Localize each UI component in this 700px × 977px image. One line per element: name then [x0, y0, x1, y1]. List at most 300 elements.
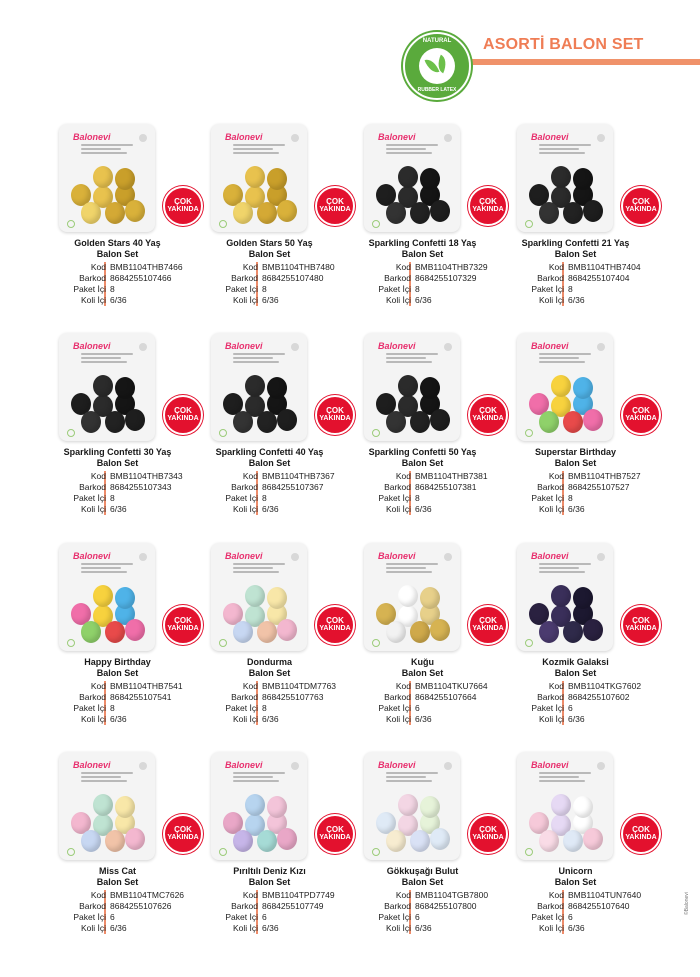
info-row-paket [503, 703, 648, 714]
soon-line-1: ÇOK [174, 825, 192, 834]
balloon-image [398, 375, 418, 397]
kod-label: Kod [395, 262, 411, 272]
brand-logo: Balonevi [73, 551, 111, 561]
product-info [350, 471, 495, 515]
coming-soon-badge [315, 186, 355, 226]
barkod-value: 8684255107664 [415, 692, 477, 702]
balloon-image [267, 377, 287, 399]
product-name: Sparkling Confetti 30 Yaş [63, 447, 172, 457]
product-name: Miss Cat [98, 866, 136, 876]
koli-value: 6/36 [415, 714, 432, 724]
balloon-image [245, 585, 265, 607]
info-row-paket [350, 912, 495, 923]
product-info [350, 890, 495, 934]
soon-line-1: ÇOK [174, 616, 192, 625]
barkod-label: Barkod [231, 482, 258, 492]
balloon-image [410, 621, 430, 643]
balloon-image [430, 200, 450, 222]
eco-icon [525, 429, 533, 437]
package-subtitle [233, 563, 285, 573]
product-card [503, 543, 657, 733]
package-image [211, 124, 307, 232]
product-card [350, 124, 504, 314]
age-icon [444, 553, 452, 561]
balloon-image [115, 377, 135, 399]
info-row-koli [503, 714, 648, 725]
soon-line-1: ÇOK [479, 825, 497, 834]
barkod-value: 8684255107527 [568, 482, 630, 492]
koli-label: Koli İçi [385, 504, 411, 514]
info-row-kod [45, 890, 190, 901]
coming-soon-badge [315, 395, 355, 435]
soon-line-2: YAKINDA [472, 415, 504, 422]
paket-label: Paket İçi [73, 284, 106, 294]
balloon-image [551, 375, 571, 397]
product-title [503, 238, 648, 260]
info-row-paket [503, 912, 648, 923]
balloon-image [93, 166, 113, 188]
product-name: Pırıltılı Deniz Kızı [233, 866, 306, 876]
product-name: Dondurma [247, 657, 292, 667]
info-row-paket [350, 703, 495, 714]
paket-value: 8 [110, 284, 115, 294]
product-title [350, 447, 495, 469]
paket-value: 6 [110, 912, 115, 922]
age-icon [291, 343, 299, 351]
kod-label: Kod [90, 681, 106, 691]
package-image [59, 543, 155, 651]
soon-line-1: ÇOK [479, 406, 497, 415]
info-row-paket [350, 493, 495, 504]
product-type: Balon Set [554, 877, 597, 887]
balloon-image [233, 621, 253, 643]
balloon-image [539, 202, 559, 224]
paket-label: Paket İçi [73, 912, 106, 922]
package-subtitle [81, 144, 133, 154]
soon-line-1: ÇOK [632, 406, 650, 415]
barkod-label: Barkod [231, 901, 258, 911]
product-title [45, 866, 190, 888]
barkod-label: Barkod [384, 901, 411, 911]
coming-soon-badge [315, 605, 355, 645]
product-type: Balon Set [96, 458, 139, 468]
info-row-kod [197, 890, 342, 901]
balloon-image [257, 621, 277, 643]
info-row-koli [350, 504, 495, 515]
soon-line-2: YAKINDA [472, 625, 504, 632]
product-name: Golden Stars 50 Yaş [226, 238, 313, 248]
balloon-image [267, 168, 287, 190]
brand-logo: Balonevi [378, 341, 416, 351]
kod-label: Kod [90, 890, 106, 900]
barkod-label: Barkod [537, 901, 564, 911]
product-card [45, 543, 199, 733]
paket-value: 6 [262, 912, 267, 922]
brand-logo: Balonevi [378, 760, 416, 770]
barkod-value: 8684255107602 [568, 692, 630, 702]
info-row-koli [197, 714, 342, 725]
balloon-image [583, 409, 603, 431]
brand-logo: Balonevi [73, 760, 111, 770]
barkod-value: 8684255107480 [262, 273, 324, 283]
eco-icon [525, 220, 533, 228]
info-row-paket [45, 912, 190, 923]
package-image [59, 124, 155, 232]
info-row-koli [45, 504, 190, 515]
product-name: Sparkling Confetti 50 Yaş [368, 447, 477, 457]
product-name: Happy Birthday [84, 657, 151, 667]
barkod-label: Barkod [537, 482, 564, 492]
koli-value: 6/36 [415, 504, 432, 514]
product-card [503, 752, 657, 942]
info-row-barkod [197, 901, 342, 912]
koli-value: 6/36 [110, 714, 127, 724]
package-image [517, 752, 613, 860]
product-info [45, 471, 190, 515]
soon-line-2: YAKINDA [319, 834, 351, 841]
koli-value: 6/36 [110, 504, 127, 514]
balloon-image [583, 619, 603, 641]
balloon-image [420, 168, 440, 190]
soon-line-1: ÇOK [632, 616, 650, 625]
kod-label: Kod [395, 471, 411, 481]
paket-label: Paket İçi [531, 493, 564, 503]
package-image [211, 333, 307, 441]
info-row-koli [350, 295, 495, 306]
soon-line-1: ÇOK [632, 197, 650, 206]
coming-soon-badge [315, 814, 355, 854]
package-image [517, 124, 613, 232]
package-subtitle [233, 353, 285, 363]
soon-line-2: YAKINDA [472, 206, 504, 213]
info-row-kod [45, 471, 190, 482]
balloon-image [115, 796, 135, 818]
balloon-image [125, 828, 145, 850]
info-row-paket [197, 493, 342, 504]
coming-soon-badge [621, 605, 661, 645]
paket-label: Paket İçi [225, 912, 258, 922]
product-info [197, 890, 342, 934]
package-subtitle [386, 144, 438, 154]
balloon-image [573, 796, 593, 818]
balloon-image [563, 202, 583, 224]
info-row-barkod [45, 692, 190, 703]
product-type: Balon Set [96, 668, 139, 678]
info-row-kod [45, 681, 190, 692]
kod-value: BMB1104THB7367 [262, 471, 335, 481]
brand-logo: Balonevi [225, 132, 263, 142]
barkod-value: 8684255107404 [568, 273, 630, 283]
barkod-label: Barkod [79, 692, 106, 702]
balloon-image [81, 202, 101, 224]
age-icon [597, 553, 605, 561]
product-type: Balon Set [401, 458, 444, 468]
product-info [197, 262, 342, 306]
eco-icon [372, 639, 380, 647]
info-row-kod [503, 681, 648, 692]
koli-value: 6/36 [110, 923, 127, 933]
info-row-barkod [350, 901, 495, 912]
balloon-image [257, 830, 277, 852]
kod-value: BMB1104TKU7664 [415, 681, 488, 691]
product-card [197, 752, 351, 942]
brand-logo: Balonevi [531, 341, 569, 351]
kod-label: Kod [242, 471, 258, 481]
koli-label: Koli İçi [232, 504, 258, 514]
soon-line-1: ÇOK [326, 616, 344, 625]
info-row-barkod [350, 482, 495, 493]
barkod-value: 8684255107381 [415, 482, 477, 492]
balloon-image [233, 411, 253, 433]
soon-line-1: ÇOK [632, 825, 650, 834]
koli-label: Koli İçi [232, 714, 258, 724]
info-row-kod [503, 890, 648, 901]
info-row-koli [350, 923, 495, 934]
balloon-image [410, 830, 430, 852]
eco-icon [219, 639, 227, 647]
balloon-image [386, 202, 406, 224]
package-image [59, 333, 155, 441]
eco-icon [219, 220, 227, 228]
info-row-kod [350, 681, 495, 692]
brand-logo: Balonevi [531, 551, 569, 561]
product-info [45, 890, 190, 934]
product-info [503, 681, 648, 725]
balloon-image [105, 830, 125, 852]
kod-value: BMB1104TDM7763 [262, 681, 337, 691]
kod-label: Kod [242, 262, 258, 272]
coming-soon-badge [621, 186, 661, 226]
paket-value: 8 [568, 284, 573, 294]
product-info [350, 262, 495, 306]
product-title [350, 657, 495, 679]
balloon-image [563, 830, 583, 852]
paket-value: 6 [415, 912, 420, 922]
product-card [197, 333, 351, 523]
soon-line-2: YAKINDA [167, 625, 199, 632]
soon-line-2: YAKINDA [167, 834, 199, 841]
paket-value: 6 [415, 703, 420, 713]
badge-bottom-text: RUBBER LATEX [417, 87, 457, 93]
koli-value: 6/36 [262, 504, 279, 514]
info-row-koli [45, 295, 190, 306]
balloon-image [93, 585, 113, 607]
info-row-koli [45, 714, 190, 725]
barkod-value: 8684255107763 [262, 692, 324, 702]
koli-label: Koli İçi [385, 295, 411, 305]
copyright: ©Balonevi [684, 892, 690, 915]
barkod-label: Barkod [79, 901, 106, 911]
info-row-barkod [503, 901, 648, 912]
koli-label: Koli İçi [538, 714, 564, 724]
koli-label: Koli İçi [232, 295, 258, 305]
barkod-label: Barkod [79, 482, 106, 492]
product-card [197, 124, 351, 314]
product-name: Sparkling Confetti 18 Yaş [368, 238, 477, 248]
balloon-image [573, 377, 593, 399]
soon-line-1: ÇOK [326, 406, 344, 415]
koli-label: Koli İçi [385, 923, 411, 933]
age-icon [597, 762, 605, 770]
info-row-paket [197, 284, 342, 295]
balloon-image [386, 830, 406, 852]
paket-value: 8 [110, 493, 115, 503]
age-icon [139, 343, 147, 351]
product-name: Sparkling Confetti 21 Yaş [521, 238, 630, 248]
package-subtitle [233, 144, 285, 154]
balloon-image [277, 619, 297, 641]
product-info [197, 471, 342, 515]
info-row-kod [503, 262, 648, 273]
info-row-barkod [350, 273, 495, 284]
page-title: ASORTİ BALON SET [483, 36, 644, 53]
age-icon [291, 762, 299, 770]
barkod-label: Barkod [537, 692, 564, 702]
soon-line-2: YAKINDA [319, 625, 351, 632]
age-icon [597, 134, 605, 142]
kod-label: Kod [548, 890, 564, 900]
product-card [197, 543, 351, 733]
product-type: Balon Set [401, 249, 444, 259]
kod-value: BMB1104THB7381 [415, 471, 488, 481]
coming-soon-badge [468, 605, 508, 645]
eco-icon [67, 848, 75, 856]
info-row-paket [350, 284, 495, 295]
package-image [211, 543, 307, 651]
product-title [197, 657, 342, 679]
info-row-koli [45, 923, 190, 934]
age-icon [444, 343, 452, 351]
product-name: Unicorn [558, 866, 593, 876]
balloon-image [125, 619, 145, 641]
paket-value: 8 [415, 493, 420, 503]
brand-logo: Balonevi [378, 132, 416, 142]
balloon-image [245, 375, 265, 397]
info-row-barkod [503, 692, 648, 703]
package-image [59, 752, 155, 860]
kod-label: Kod [242, 681, 258, 691]
product-type: Balon Set [248, 877, 291, 887]
product-card [503, 333, 657, 523]
barkod-value: 8684255107800 [415, 901, 477, 911]
balloon-image [563, 621, 583, 643]
kod-value: BMB1104THB7343 [110, 471, 183, 481]
paket-value: 8 [568, 493, 573, 503]
product-type: Balon Set [554, 458, 597, 468]
balloon-image [267, 587, 287, 609]
koli-value: 6/36 [568, 504, 585, 514]
coming-soon-badge [468, 814, 508, 854]
age-icon [139, 553, 147, 561]
koli-label: Koli İçi [538, 504, 564, 514]
info-row-kod [503, 471, 648, 482]
eco-icon [525, 848, 533, 856]
soon-line-2: YAKINDA [167, 206, 199, 213]
koli-value: 6/36 [415, 923, 432, 933]
paket-label: Paket İçi [531, 284, 564, 294]
product-title [197, 238, 342, 260]
package-image [517, 543, 613, 651]
info-row-paket [45, 284, 190, 295]
brand-logo: Balonevi [73, 132, 111, 142]
brand-logo: Balonevi [225, 551, 263, 561]
soon-line-2: YAKINDA [472, 834, 504, 841]
info-row-barkod [350, 692, 495, 703]
paket-label: Paket İçi [378, 912, 411, 922]
paket-label: Paket İçi [378, 703, 411, 713]
kod-value: BMB1104THB7404 [568, 262, 641, 272]
balloon-image [105, 621, 125, 643]
paket-label: Paket İçi [531, 703, 564, 713]
balloon-image [398, 585, 418, 607]
paket-label: Paket İçi [73, 703, 106, 713]
info-row-paket [503, 493, 648, 504]
balloon-image [115, 168, 135, 190]
balloon-image [245, 794, 265, 816]
product-title [503, 866, 648, 888]
balloon-image [539, 621, 559, 643]
brand-logo: Balonevi [225, 341, 263, 351]
koli-value: 6/36 [262, 295, 279, 305]
koli-label: Koli İçi [80, 923, 106, 933]
product-type: Balon Set [401, 877, 444, 887]
info-row-barkod [197, 482, 342, 493]
balloon-image [386, 411, 406, 433]
package-subtitle [386, 563, 438, 573]
package-subtitle [233, 772, 285, 782]
balloon-image [420, 796, 440, 818]
package-image [364, 752, 460, 860]
info-row-barkod [45, 273, 190, 284]
product-info [503, 471, 648, 515]
kod-value: BMB1104TKG7602 [568, 681, 642, 691]
soon-line-2: YAKINDA [319, 206, 351, 213]
info-row-paket [45, 493, 190, 504]
soon-line-2: YAKINDA [319, 415, 351, 422]
package-image [517, 333, 613, 441]
balloon-image [583, 200, 603, 222]
leaf-icon [425, 57, 440, 75]
paket-label: Paket İçi [73, 493, 106, 503]
koli-label: Koli İçi [80, 714, 106, 724]
balloon-image [81, 411, 101, 433]
age-icon [597, 343, 605, 351]
soon-line-2: YAKINDA [625, 625, 657, 632]
age-icon [291, 134, 299, 142]
kod-value: BMB1104THB7527 [568, 471, 641, 481]
kod-label: Kod [548, 681, 564, 691]
info-row-kod [350, 262, 495, 273]
kod-value: BMB1104THB7480 [262, 262, 335, 272]
balloon-image [233, 830, 253, 852]
paket-label: Paket İçi [225, 703, 258, 713]
product-info [45, 262, 190, 306]
kod-label: Kod [242, 890, 258, 900]
brand-logo: Balonevi [225, 760, 263, 770]
package-image [364, 124, 460, 232]
paket-value: 8 [262, 284, 267, 294]
product-card [503, 124, 657, 314]
kod-value: BMB1104TUN7640 [568, 890, 642, 900]
product-info [350, 681, 495, 725]
soon-line-1: ÇOK [174, 197, 192, 206]
paket-label: Paket İçi [225, 493, 258, 503]
info-row-koli [503, 923, 648, 934]
info-row-koli [197, 923, 342, 934]
kod-label: Kod [90, 262, 106, 272]
balloon-image [420, 587, 440, 609]
barkod-label: Barkod [384, 692, 411, 702]
